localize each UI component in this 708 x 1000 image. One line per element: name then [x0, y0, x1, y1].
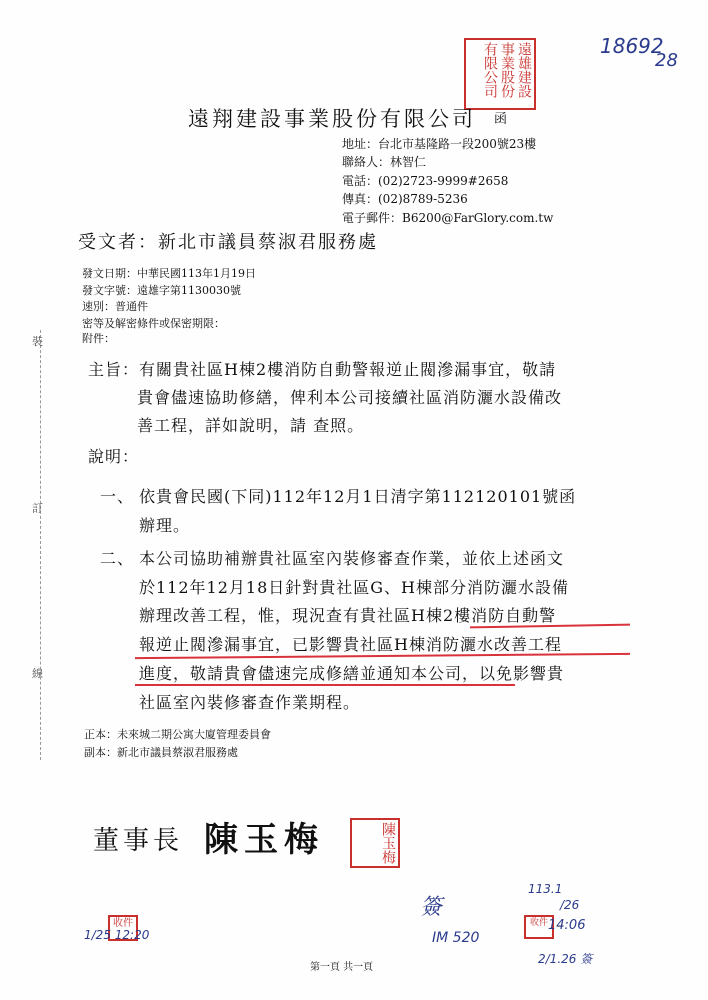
item-number: 二、 [100, 549, 135, 568]
receipt-seal: 收件 [524, 915, 554, 939]
explanation-label: 說明： [88, 447, 140, 466]
original-recipient: 正本：未來城二期公寓大廈管理委員會 [84, 728, 271, 741]
letter-type: 函 [494, 112, 508, 127]
company-seal: 遠雄建設事業股份有限公司 [464, 38, 536, 110]
chairman-title: 董事長 [93, 826, 184, 856]
handwritten-line: 113.1 [528, 882, 563, 896]
handwritten-line: 2/1.26 簽 [538, 952, 593, 966]
item-line: 進度，敬請貴會儘速完成修繕並通知本公司，以免影響貴 [139, 664, 565, 683]
issue-date: 發文日期：中華民國113年1月19日 [82, 267, 256, 280]
subject-line: 貴會儘速協助修繕，俾利本公司接續社區消防灑水設備改 [137, 388, 563, 407]
handwritten-sign: 簽 [420, 895, 443, 920]
item-line: 辦理。 [139, 516, 191, 535]
contact-person: 聯絡人：林智仁 [342, 155, 427, 169]
doc-number: 發文字號：遠雄字第1130030號 [82, 284, 241, 297]
email: 電子郵件：B6200@FarGlory.com.tw [342, 211, 554, 225]
margin-mark-middle: 訂 [32, 502, 43, 515]
handwritten-line: 14:06 [548, 918, 586, 933]
receipt-seal: 收件 [108, 915, 138, 941]
security: 密等及解密條件或保密期限： [82, 317, 225, 330]
copy-recipient: 副本：新北市議員蔡淑君服務處 [84, 746, 238, 759]
handwritten-date: 1/25 12:20 [84, 928, 150, 942]
item-line: 報逆止閥滲漏事宜，已影響貴社區H棟消防灑水改善工程 [139, 635, 562, 654]
handwritten-number: IM 520 [432, 930, 480, 946]
margin-mark-top: 裝 [32, 335, 43, 348]
subject-line: 主旨：有關貴社區H棟2樓消防自動警報逆止閥滲漏事宜，敬請 [88, 360, 557, 379]
handwritten-number: 18692 [600, 34, 664, 58]
chairman-name: 陳玉梅 [204, 820, 324, 860]
attachment: 附件： [82, 332, 115, 345]
item-line: 依貴會民國(下同)112年12月1日清字第112120101號函 [139, 487, 577, 506]
chairman-seal: 陳玉梅 [350, 818, 400, 868]
company-name: 遠翔建設事業股份有限公司 [188, 107, 476, 131]
fax: 傳真：(02)8789-5236 [342, 192, 468, 206]
item-line: 於112年12月18日針對貴社區G、H棟部分消防灑水設備 [139, 578, 569, 597]
handwritten-line: /26 [560, 898, 580, 912]
phone: 電話：(02)2723-9999#2658 [342, 174, 509, 188]
speed: 速別：普通件 [82, 300, 148, 313]
item-number: 一、 [100, 487, 135, 506]
recipient: 受文者：新北市議員蔡淑君服務處 [78, 232, 378, 253]
item-line: 本公司協助補辦貴社區室內裝修審查作業，並依上述函文 [139, 549, 565, 568]
margin-mark-bottom: 線 [32, 667, 43, 680]
subject-line: 善工程，詳如說明，請 查照。 [137, 416, 365, 435]
red-underline [135, 684, 515, 686]
binding-line [40, 330, 41, 760]
item-line: 辦理改善工程，惟，現況查有貴社區H棟2樓消防自動警 [139, 606, 557, 625]
address: 地址：台北市基隆路一段200號23樓 [342, 137, 537, 151]
handwritten-suffix: 28 [655, 50, 678, 71]
item-line: 社區室內裝修審查作業期程。 [139, 693, 361, 712]
page-info: 第一頁 共一頁 [310, 962, 374, 973]
